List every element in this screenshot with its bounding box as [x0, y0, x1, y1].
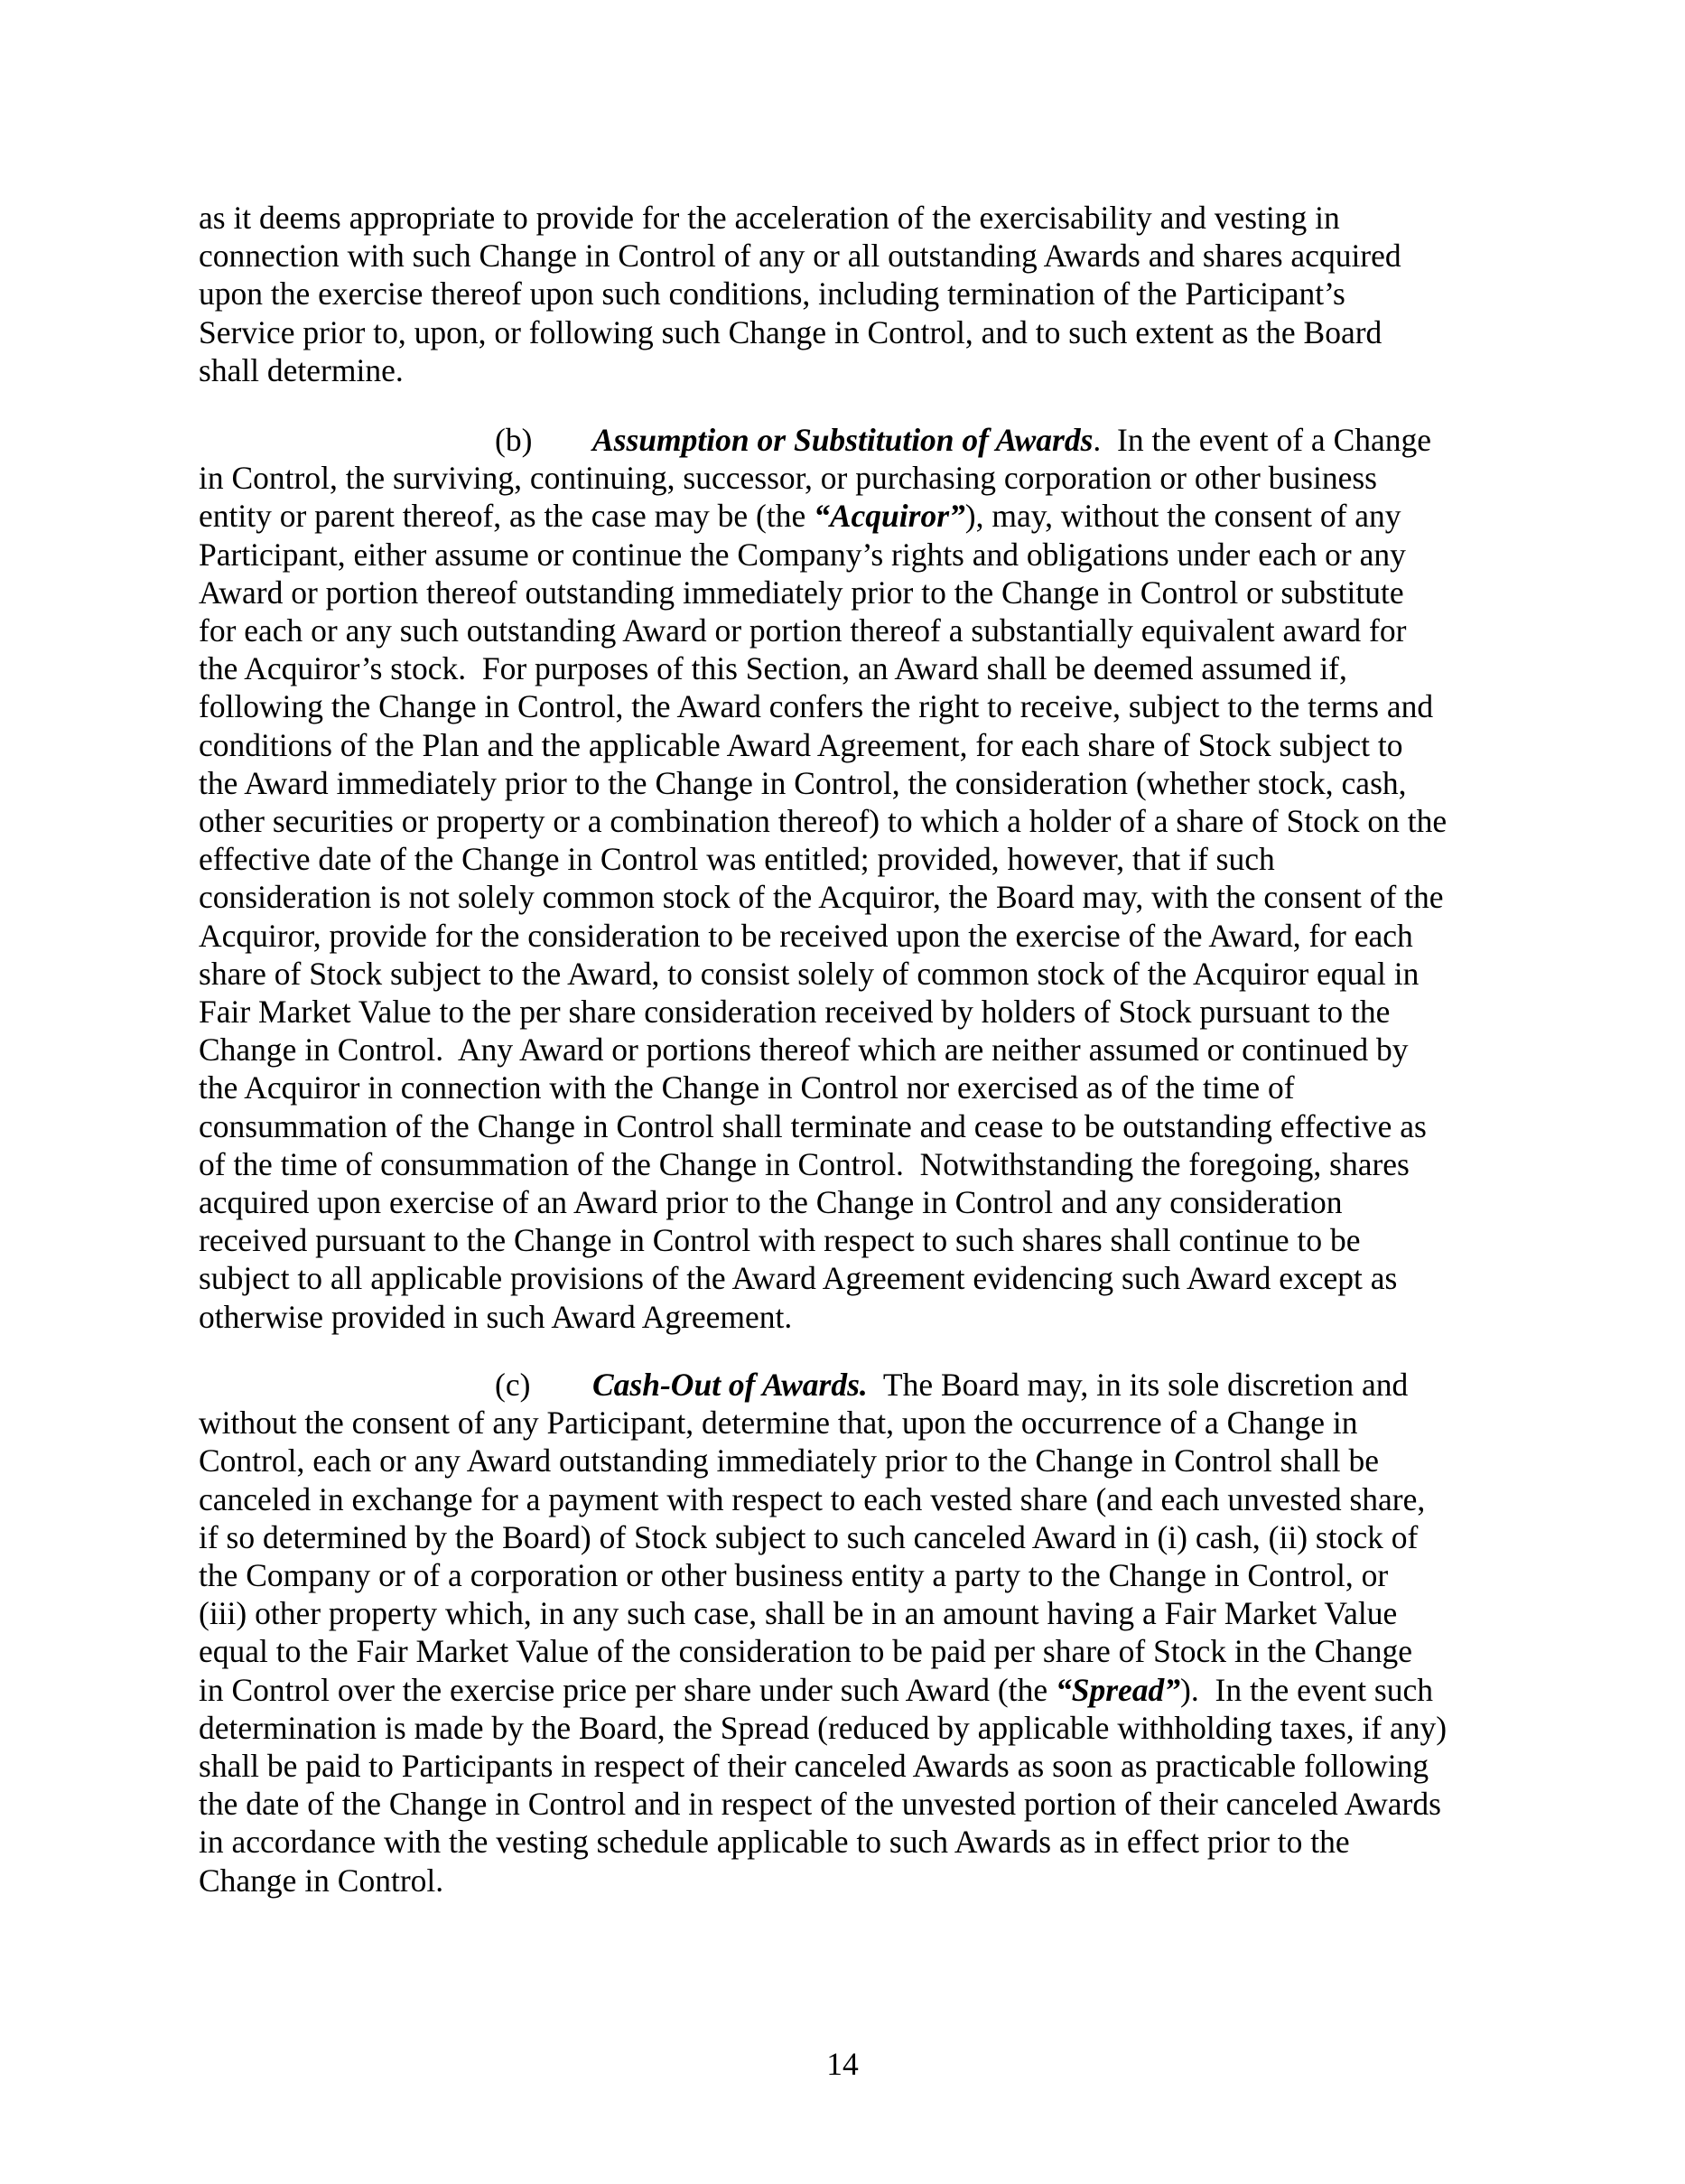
- text-line: determination is made by the Board, the Spread (reduced by applicable withholding taxes, if any): [199, 1709, 1448, 1746]
- text-line: Participant, either assume or continue the Company’s rights and obligations under each or any: [199, 536, 1406, 573]
- acquiror-definition-line: [199, 497, 1492, 535]
- section-b-first-line: [199, 421, 1492, 459]
- text-line: share of Stock subject to the Award, to consist solely of common stock of the Acquiror equal in: [199, 955, 1420, 992]
- text-line: Acquiror, provide for the consideration to be received upon the exercise of the Award, for each: [199, 917, 1413, 954]
- section-c-first-line: [199, 1366, 1492, 1404]
- text-line: the date of the Change in Control and in respect of the unvested portion of their canceled Awards: [199, 1786, 1441, 1823]
- text-line: the Award immediately prior to the Change in Control, the consideration (whether stock, cash,: [199, 764, 1407, 801]
- text-segment: in Control over the exercise price per share under such Award (the: [199, 1671, 1056, 1708]
- text-line: upon the exercise thereof upon such conditions, including termination of the Participant’s: [199, 275, 1345, 313]
- spread-definition-line: [199, 1671, 1492, 1709]
- text-line: subject to all applicable provisions of the Award Agreement evidencing such Award except as: [199, 1260, 1398, 1297]
- text-line: the Acquiror in connection with the Change in Control nor exercised as of the time of: [199, 1069, 1295, 1106]
- text-line: Control, each or any Award outstanding immediately prior to the Change in Control shall be: [199, 1442, 1380, 1479]
- text-line: conditions of the Plan and the applicable Award Agreement, for each share of Stock subject to: [199, 726, 1403, 763]
- text-line: Award or portion thereof outstanding immediately prior to the Change in Control or substitute: [199, 574, 1404, 611]
- section-c-heading: Cash-Out of Awards.: [592, 1367, 868, 1403]
- text-segment: ). In the event such: [1180, 1671, 1434, 1708]
- text-line: consummation of the Change in Control shall terminate and cease to be outstanding effective as: [199, 1107, 1427, 1144]
- text-line: of the time of consummation of the Change in Control. Notwithstanding the foregoing, shares: [199, 1145, 1410, 1182]
- text-line: Change in Control.: [199, 1862, 444, 1899]
- page-number: 14: [826, 2046, 859, 2082]
- text-line: without the consent of any Participant, determine that, upon the occurrence of a Change in: [199, 1405, 1358, 1442]
- section-b-first-line-text: In the event of a Change: [1101, 422, 1432, 458]
- section-c-paragraph: [199, 1366, 1492, 1899]
- text-line: if so determined by the Board) of Stock subject to such canceled Award in (i) cash, (ii) stock of: [199, 1518, 1419, 1555]
- text-line: received pursuant to the Change in Control with respect to such shares shall continue to be: [199, 1222, 1361, 1259]
- text-line: equal to the Fair Market Value of the consideration to be paid per share of Stock in the Change: [199, 1633, 1413, 1670]
- text-line: in Control, the surviving, continuing, successor, or purchasing corporation or other business: [199, 460, 1377, 497]
- defined-term-spread: “Spread”: [1055, 1671, 1181, 1708]
- paragraph-continuation: [199, 199, 1492, 389]
- text-line: Change in Control. Any Award or portions thereof which are neither assumed or continued by: [199, 1031, 1409, 1069]
- text-line: the Acquiror’s stock. For purposes of this Section, an Award shall be deemed assumed if,: [199, 650, 1347, 687]
- section-b-paragraph: [199, 421, 1492, 1336]
- text-line: shall be paid to Participants in respect of their canceled Awards as soon as practicable following: [199, 1748, 1429, 1785]
- text-line: canceled in exchange for a payment with respect to each vested share (and each unvested share,: [199, 1480, 1426, 1517]
- section-b-heading: Assumption or Substitution of Awards: [592, 422, 1094, 458]
- text-line: connection with such Change in Control of any or all outstanding Awards and shares acquired: [199, 238, 1401, 275]
- text-line: in accordance with the vesting schedule applicable to such Awards as in effect prior to the: [199, 1824, 1350, 1861]
- text-line: consideration is not solely common stock of the Acquiror, the Board may, with the consent of the: [199, 879, 1444, 916]
- text-segment: ), may, without the consent of any: [964, 498, 1401, 535]
- text-segment: entity or parent thereof, as the case may be (the: [199, 498, 815, 535]
- text-line: (iii) other property which, in any such case, shall be in an amount having a Fair Market Value: [199, 1595, 1398, 1632]
- text-line: shall determine.: [199, 351, 404, 388]
- section-b-number: (b): [495, 422, 533, 458]
- section-b-heading-period: .: [1093, 422, 1102, 458]
- text-line: as it deems appropriate to provide for the acceleration of the exercisability and vesting in: [199, 200, 1340, 236]
- text-line: other securities or property or a combination thereof) to which a holder of a share of Stock on the: [199, 803, 1448, 840]
- text-line: effective date of the Change in Control was entitled; provided, however, that if such: [199, 841, 1275, 878]
- defined-term-acquiror: “Acquiror”: [814, 498, 965, 535]
- text-line: for each or any such outstanding Award or portion thereof a substantially equivalent award for: [199, 612, 1407, 649]
- text-line: otherwise provided in such Award Agreement.: [199, 1298, 793, 1335]
- text-line: acquired upon exercise of an Award prior to the Change in Control and any consideration: [199, 1184, 1343, 1221]
- text-line: Service prior to, upon, or following such Change in Control, and to such extent as the Board: [199, 313, 1382, 350]
- text-line: the Company or of a corporation or other business entity a party to the Change in Control, or: [199, 1557, 1389, 1594]
- section-c-first-line-text: The Board may, in its sole discretion and: [867, 1367, 1409, 1403]
- section-c-number: (c): [495, 1367, 531, 1403]
- text-line: Fair Market Value to the per share consideration received by holders of Stock pursuant to the: [199, 994, 1391, 1031]
- text-line: following the Change in Control, the Award confers the right to receive, subject to the terms and: [199, 688, 1434, 725]
